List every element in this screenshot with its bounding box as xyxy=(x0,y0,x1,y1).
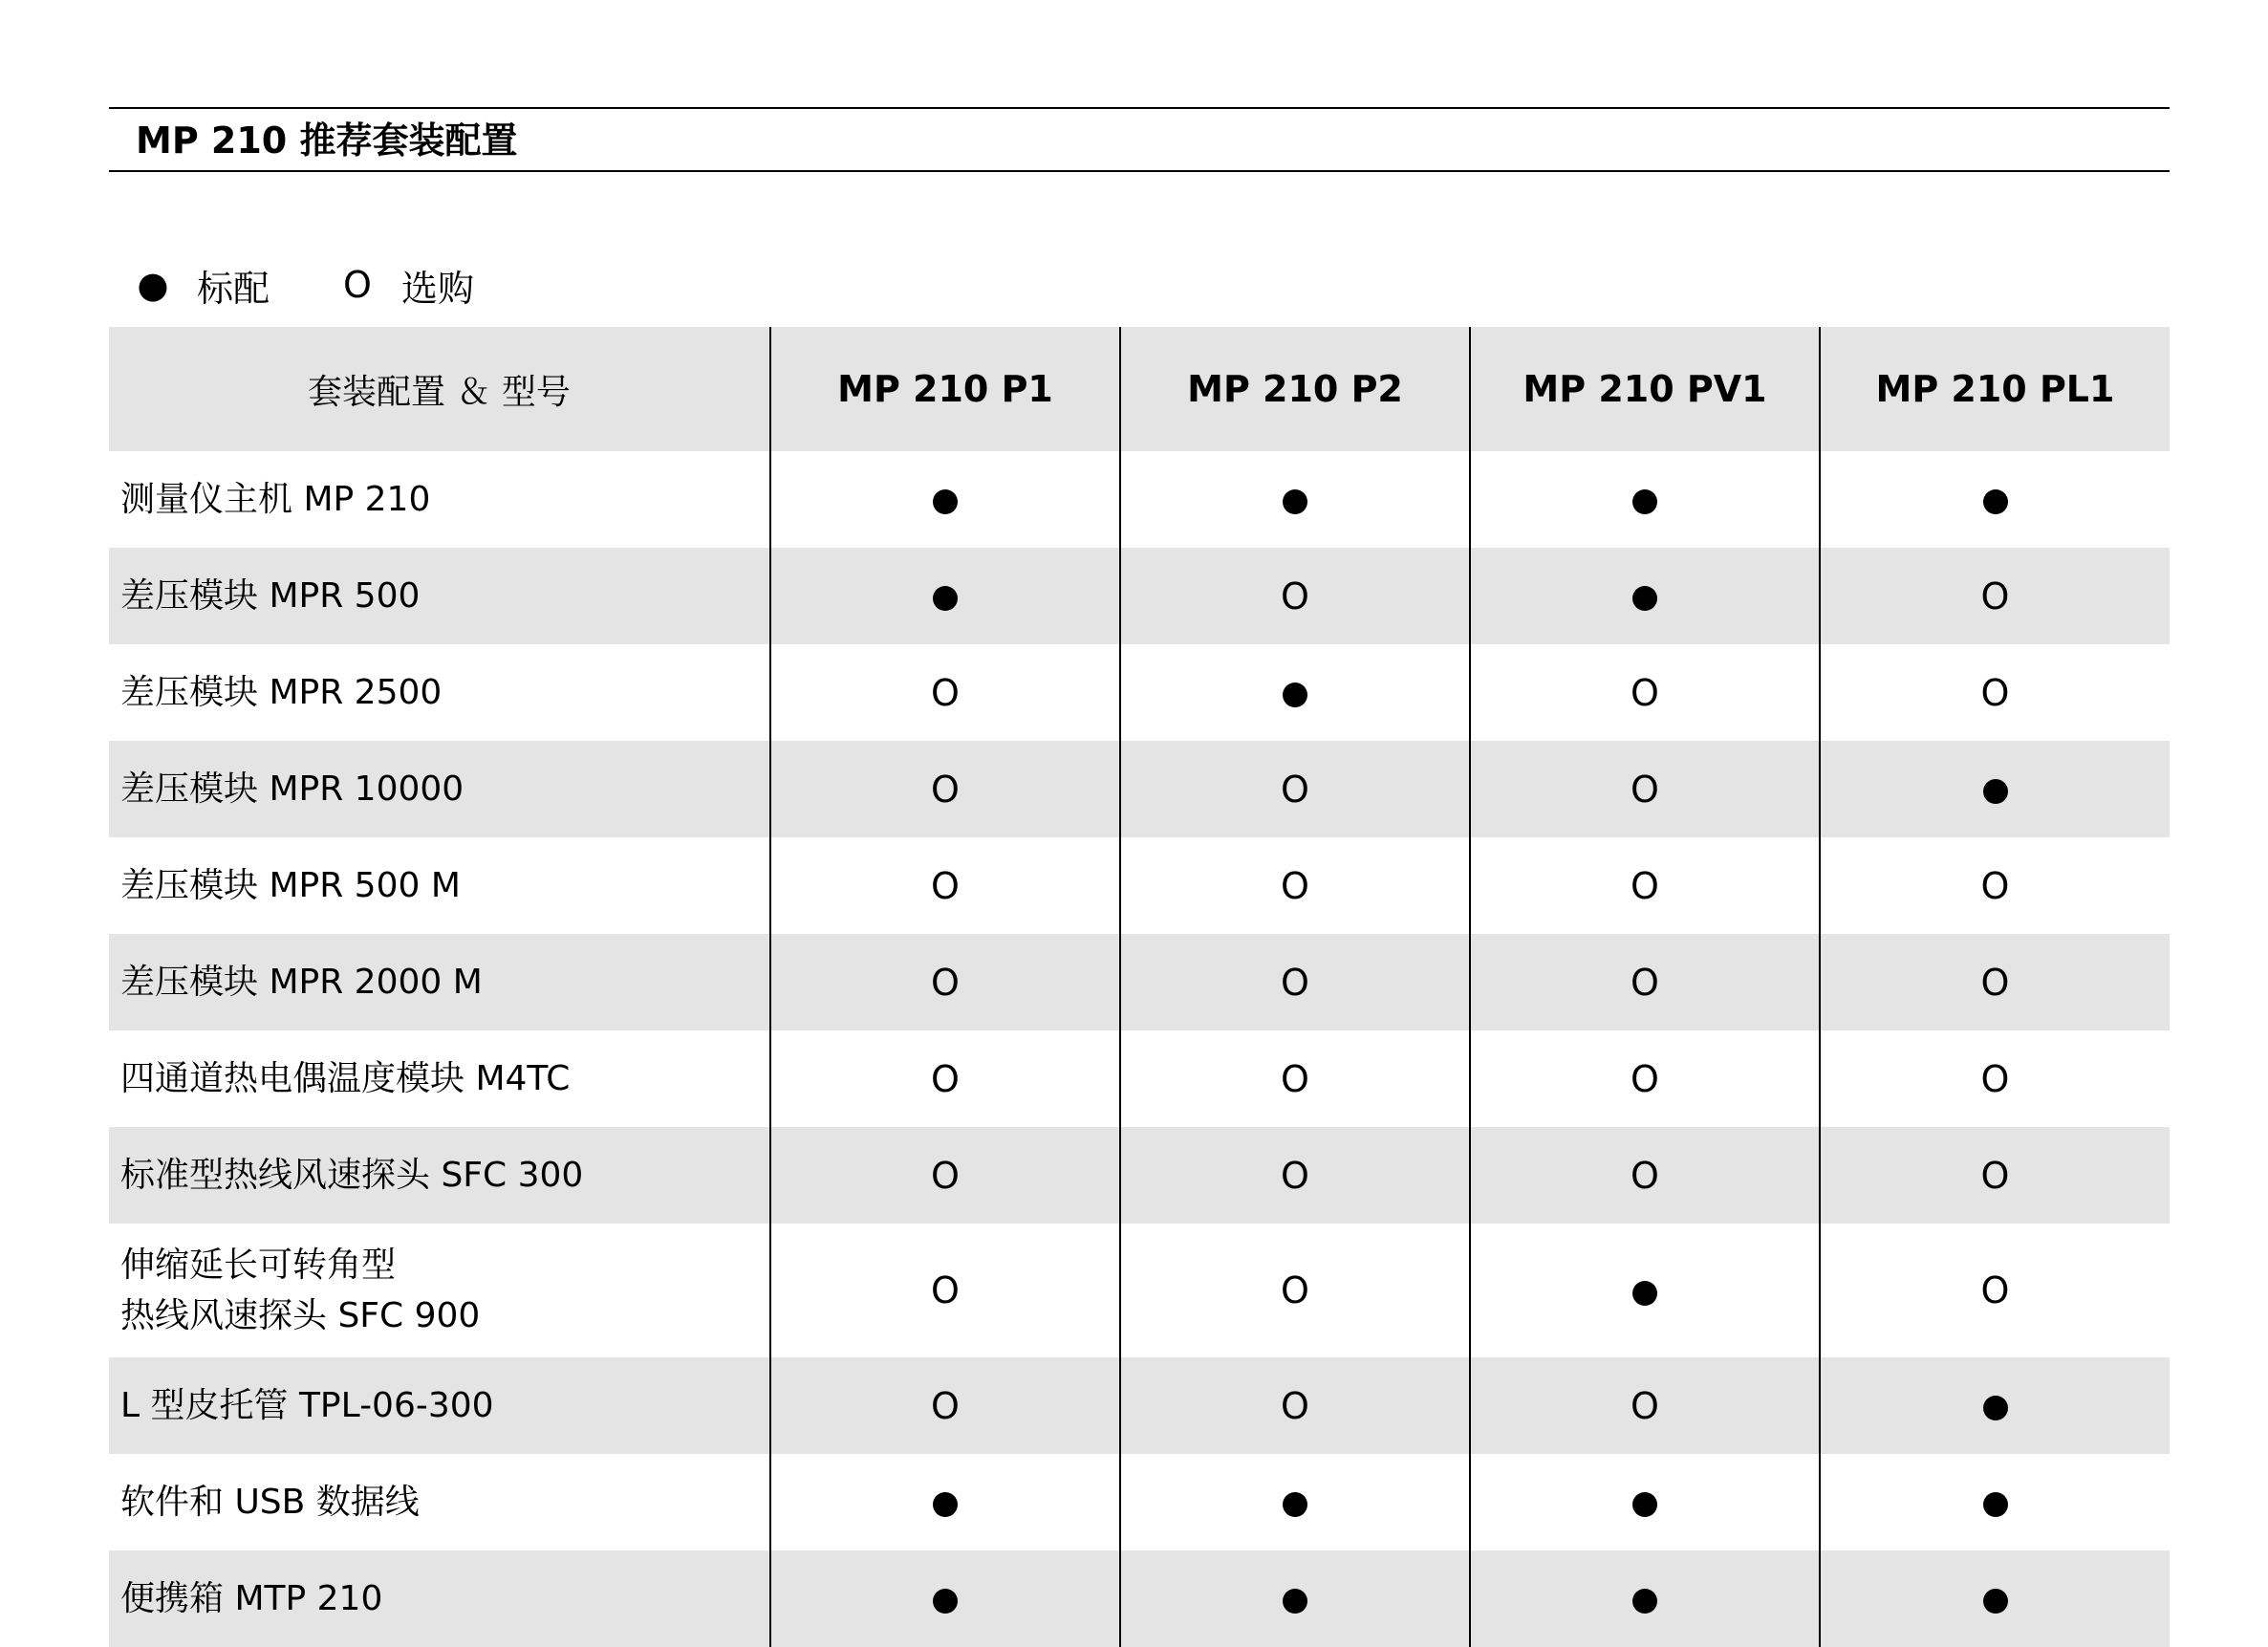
cell-pl1 xyxy=(1820,451,2170,548)
row-label: 便携箱 MTP 210 xyxy=(109,1550,770,1647)
standard-dot-icon xyxy=(1632,1281,1657,1306)
row-label: 差压模块 MPR 2000 M xyxy=(109,934,770,1030)
table-header-row xyxy=(109,327,2170,451)
cell-pl1: O xyxy=(1820,548,2170,644)
cell-pv1: O xyxy=(1470,837,1820,934)
row-label: 四通道热电偶温度模块 M4TC xyxy=(120,1059,571,1098)
legend-optional-symbol: O xyxy=(343,264,372,306)
cell-p2: O xyxy=(1120,1030,1470,1127)
row-label: 差压模块 MPR 2500 xyxy=(120,673,443,712)
cell-p2: O xyxy=(1120,1224,1470,1357)
cell-pl1: O xyxy=(1820,644,2170,741)
cell-p1: O xyxy=(770,741,1120,837)
standard-dot-icon xyxy=(1632,489,1657,514)
cell-p1 xyxy=(770,548,1120,644)
standard-dot-icon xyxy=(1283,1492,1307,1517)
cell-p1 xyxy=(770,1454,1120,1550)
cell-pv1: O xyxy=(1470,1357,1820,1454)
standard-dot-icon xyxy=(933,586,958,611)
row-label-line-1: 伸缩延长可转角型 xyxy=(120,1246,397,1285)
cell-pv1: O xyxy=(1470,1030,1820,1127)
cell-p2: O xyxy=(1120,741,1470,837)
cell-pv1: O xyxy=(1470,934,1820,1030)
cell-pv1 xyxy=(1470,451,1820,548)
table-row xyxy=(109,837,2170,934)
table-row xyxy=(109,1454,2170,1550)
standard-dot-icon xyxy=(933,489,958,514)
cell-pv1 xyxy=(1470,1454,1820,1550)
standard-dot-icon xyxy=(1983,779,2008,804)
title-bar xyxy=(109,107,2170,172)
cell-pl1 xyxy=(1820,741,2170,837)
legend-standard-symbol: ● xyxy=(137,264,169,306)
cell-p1: O xyxy=(770,1127,1120,1224)
cell-p1: O xyxy=(770,934,1120,1030)
cell-pv1: O xyxy=(1470,741,1820,837)
cell-p1: O xyxy=(770,644,1120,741)
table-row xyxy=(109,934,2170,1030)
standard-dot-icon xyxy=(1283,683,1307,707)
row-label: 差压模块 MPR 10000 xyxy=(109,741,770,837)
standard-dot-icon xyxy=(933,1589,958,1614)
cell-pl1 xyxy=(1820,1454,2170,1550)
cell-p2: O xyxy=(1120,1127,1470,1224)
row-label xyxy=(109,1224,770,1357)
cell-p2: O xyxy=(1120,548,1470,644)
cell-p2 xyxy=(1120,1550,1470,1647)
legend xyxy=(134,258,543,312)
header-model-p1: MP 210 P1 xyxy=(770,327,1120,451)
row-label: 软件和 USB 数据线 xyxy=(120,1483,420,1522)
standard-dot-icon xyxy=(1283,489,1307,514)
cell-p1: O xyxy=(770,1030,1120,1127)
cell-p1: O xyxy=(770,1357,1120,1454)
header-model-pv1: MP 210 PV1 xyxy=(1470,327,1820,451)
table-row xyxy=(109,644,2170,741)
cell-p2 xyxy=(1120,1454,1470,1550)
table-row xyxy=(109,1127,2170,1224)
table-row xyxy=(109,1030,2170,1127)
cell-p1: O xyxy=(770,1224,1120,1357)
cell-pl1: O xyxy=(1820,1127,2170,1224)
configuration-table xyxy=(109,327,2170,1647)
cell-pv1 xyxy=(1470,1224,1820,1357)
cell-pv1: O xyxy=(1470,644,1820,741)
cell-pl1: O xyxy=(1820,934,2170,1030)
standard-dot-icon xyxy=(933,1492,958,1517)
standard-dot-icon xyxy=(1983,1492,2008,1517)
standard-dot-icon xyxy=(1632,1589,1657,1614)
cell-p2: O xyxy=(1120,934,1470,1030)
row-label: L 型皮托管 TPL-06-300 xyxy=(109,1357,770,1454)
header-model-p2: MP 210 P2 xyxy=(1120,327,1470,451)
row-label-line-2: 热线风速探头 SFC 900 xyxy=(120,1296,481,1335)
standard-dot-icon xyxy=(1632,1492,1657,1517)
cell-p1 xyxy=(770,1550,1120,1647)
table-row xyxy=(109,548,2170,644)
table-body xyxy=(109,451,2170,1647)
cell-p2: O xyxy=(1120,837,1470,934)
standard-dot-icon xyxy=(1983,489,2008,514)
table-row xyxy=(109,451,2170,548)
cell-pl1 xyxy=(1820,1357,2170,1454)
cell-pl1: O xyxy=(1820,1030,2170,1127)
legend-optional-label: 选购 xyxy=(401,267,475,310)
cell-pl1: O xyxy=(1820,1224,2170,1357)
standard-dot-icon xyxy=(1632,586,1657,611)
cell-pl1 xyxy=(1820,1550,2170,1647)
table-row xyxy=(109,1357,2170,1454)
cell-p1 xyxy=(770,451,1120,548)
cell-pv1 xyxy=(1470,548,1820,644)
cell-p2: O xyxy=(1120,1357,1470,1454)
header-config-model: 套装配置 ＆ 型号 xyxy=(109,327,770,451)
cell-p2 xyxy=(1120,451,1470,548)
row-label: 标准型热线风速探头 SFC 300 xyxy=(109,1127,770,1224)
standard-dot-icon xyxy=(1983,1589,2008,1614)
page-title: MP 210 推荐套装配置 xyxy=(136,119,518,162)
legend-standard-label: 标配 xyxy=(197,267,270,310)
cell-pv1 xyxy=(1470,1550,1820,1647)
table-row xyxy=(109,741,2170,837)
cell-p2 xyxy=(1120,644,1470,741)
standard-dot-icon xyxy=(1283,1589,1307,1614)
cell-p1: O xyxy=(770,837,1120,934)
cell-pv1: O xyxy=(1470,1127,1820,1224)
row-label: 测量仪主机 MP 210 xyxy=(120,480,431,519)
row-label: 差压模块 MPR 500 xyxy=(109,548,770,644)
header-model-pl1: MP 210 PL1 xyxy=(1820,327,2170,451)
table-row xyxy=(109,1224,2170,1357)
row-label: 差压模块 MPR 500 M xyxy=(120,866,461,905)
standard-dot-icon xyxy=(1983,1396,2008,1420)
table-row xyxy=(109,1550,2170,1647)
cell-pl1: O xyxy=(1820,837,2170,934)
